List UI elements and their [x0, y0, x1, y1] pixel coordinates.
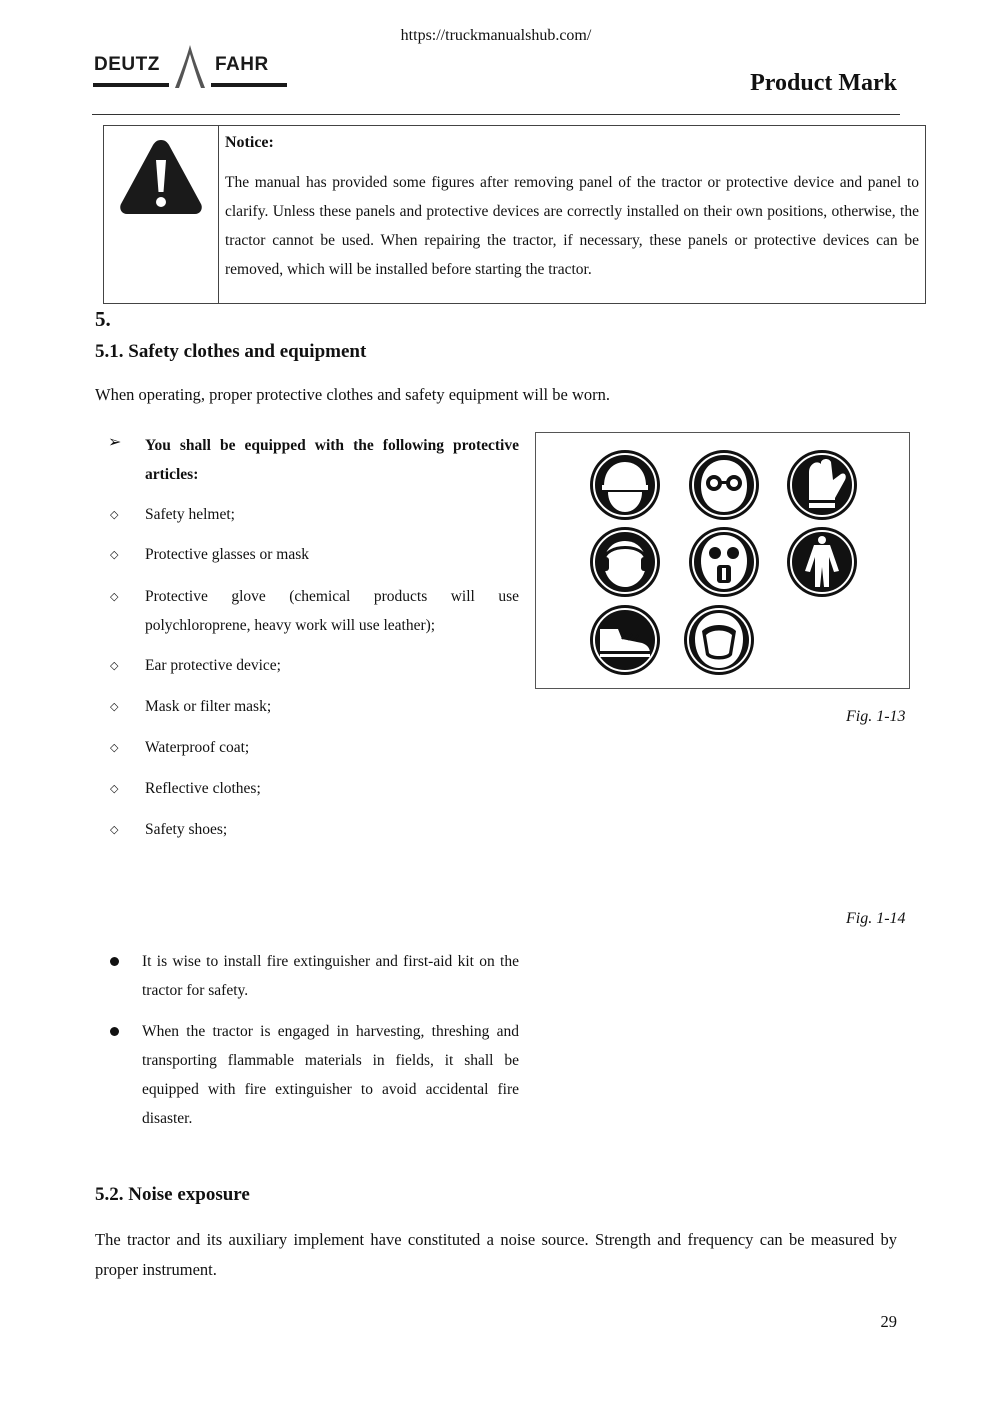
- diamond-bullet-icon: ◇: [110, 509, 119, 521]
- diamond-bullet-icon: ◇: [110, 591, 119, 603]
- logo-text-left: DEUTZ: [94, 54, 160, 75]
- figure-caption: Fig. 1-14: [846, 910, 906, 927]
- subsection-heading-5-1: 5.1. Safety clothes and equipment: [95, 341, 367, 362]
- source-url: https://truckmanualshub.com/: [400, 27, 592, 44]
- list-item: Safety shoes;: [145, 821, 228, 838]
- section-heading: 5.: [95, 307, 111, 331]
- list-item: Ear protective device;: [145, 657, 281, 674]
- list-item: Safety helmet;: [145, 506, 235, 523]
- face-shield-icon: [684, 605, 754, 675]
- safety-shoe-icon: [590, 605, 660, 675]
- noise-paragraph: The tractor and its auxiliary implement have constituted a noise source. Strength and frequency can be measured by proper instrument.: [95, 1230, 897, 1279]
- safety-goggles-icon: [689, 450, 759, 520]
- protective-glove-icon: [787, 450, 857, 520]
- logo-emblem-icon: [173, 44, 207, 90]
- list-item: Waterproof coat;: [145, 739, 250, 756]
- list-item: Mask or filter mask;: [145, 698, 272, 715]
- safety-helmet-icon: [590, 450, 660, 520]
- page-header-title: Product Mark: [750, 70, 897, 96]
- logo-text-right: FAHR: [215, 54, 269, 75]
- protective-suit-icon: [787, 527, 857, 597]
- list-item: It is wise to install fire extinguisher and first-aid kit on the tractor for safety.: [142, 953, 519, 999]
- respirator-mask-icon: [689, 527, 759, 597]
- equipment-list-lead: You shall be equipped with the following protective articles:: [145, 437, 519, 483]
- diamond-bullet-icon: ◇: [110, 742, 119, 754]
- notice-title: Notice:: [225, 134, 274, 151]
- warning-triangle-icon: [117, 136, 205, 218]
- arrow-bullet-icon: ➢: [108, 434, 122, 451]
- diamond-bullet-icon: ◇: [110, 549, 119, 561]
- subsection-intro: When operating, proper protective clothes and safety equipment will be worn.: [95, 385, 610, 404]
- diamond-bullet-icon: ◇: [110, 660, 119, 672]
- deutz-fahr-logo: [93, 44, 289, 90]
- ppe-icons-figure: [535, 432, 910, 689]
- list-item: Protective glove (chemical products will use polychloroprene, heavy work will use leather);: [145, 588, 519, 634]
- list-item: Protective glasses or mask: [145, 546, 310, 563]
- page-number: 29: [880, 1312, 897, 1331]
- diamond-bullet-icon: ◇: [110, 824, 119, 836]
- list-item: Reflective clothes;: [145, 780, 261, 797]
- notice-icon-cell: [104, 126, 219, 303]
- bullet-dot-icon: [110, 1027, 119, 1036]
- notice-box: [103, 125, 926, 304]
- bullet-dot-icon: [110, 957, 119, 966]
- notice-body: The manual has provided some figures after removing panel of the tractor or protective device and panel to clarify. Unless these panels and protective devices are correctly installed on their own positions, otherwise, the tractor cannot be used. When repairing the tractor, if necessary, these panels or protective devices can be removed, which will be installed before starting the tractor.: [225, 174, 919, 278]
- header-divider: [92, 114, 900, 115]
- diamond-bullet-icon: ◇: [110, 701, 119, 713]
- diamond-bullet-icon: ◇: [110, 783, 119, 795]
- subsection-heading-5-2: 5.2. Noise exposure: [95, 1184, 250, 1205]
- figure-caption: Fig. 1-13: [846, 708, 906, 725]
- ear-protection-icon: [590, 527, 660, 597]
- list-item: When the tractor is engaged in harvesting, threshing and transporting flammable materials in fields, it shall be equipped with fire extinguisher to avoid accidental fire disaster.: [142, 1023, 519, 1127]
